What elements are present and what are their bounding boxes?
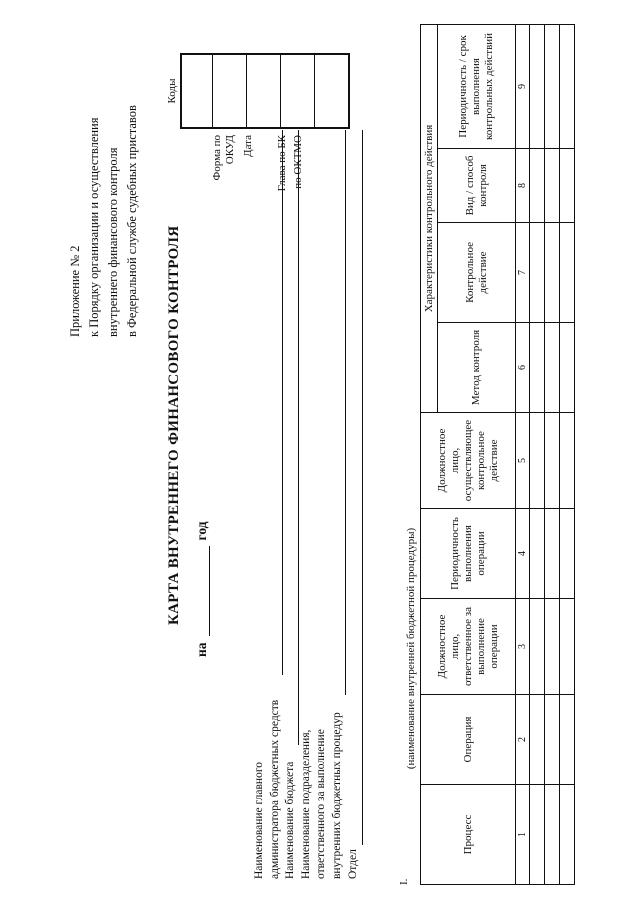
codes-header: Коды xyxy=(164,55,180,127)
col-number: 8 xyxy=(516,148,530,222)
table-cell[interactable] xyxy=(530,785,545,885)
col-header-method: Метод контроля xyxy=(438,322,516,412)
table-cell[interactable] xyxy=(545,785,560,885)
control-table-wrap xyxy=(402,25,620,885)
col-number: 4 xyxy=(516,509,530,599)
table-cell[interactable] xyxy=(560,24,575,148)
table-cell[interactable] xyxy=(560,148,575,222)
col-number: 2 xyxy=(516,695,530,785)
col-header-operation-periodicity: Периодичность выполнения операции xyxy=(421,509,516,599)
table-cell[interactable] xyxy=(545,412,560,508)
spacer xyxy=(402,24,421,412)
division-field-line xyxy=(345,130,346,695)
label-line: внутренних бюджетных процедур xyxy=(330,712,343,879)
col-header-deadline: Периодичность / срок выполнения контрольных действий xyxy=(438,24,516,148)
form-label: Форма по xyxy=(211,135,223,181)
control-group-header: Характеристики контрольного действия xyxy=(421,24,438,412)
appendix-line: Приложение № 2 xyxy=(68,245,82,337)
table-cell[interactable] xyxy=(545,322,560,412)
code-cell-okud xyxy=(212,55,213,127)
year-blank-field xyxy=(197,546,210,636)
col-header-control-officer: Должностное лицо, осуществляющее контрольное действие xyxy=(421,412,516,508)
control-table xyxy=(402,24,575,885)
col-number: 5 xyxy=(516,412,530,508)
oktmo-label: по ОКТМО xyxy=(292,135,304,189)
department-field-line xyxy=(362,130,363,845)
codes-box xyxy=(166,53,350,129)
label-line: Наименование главного xyxy=(253,761,265,879)
table-cell[interactable] xyxy=(560,599,575,695)
table-cell[interactable] xyxy=(545,599,560,695)
col-header-type: Вид / способ контроля xyxy=(438,148,516,222)
table-cell[interactable] xyxy=(530,509,545,599)
appendix-block xyxy=(66,17,142,337)
table-cell[interactable] xyxy=(545,24,560,148)
code-cell-oktmo xyxy=(314,55,315,127)
date-label: Дата xyxy=(242,135,254,157)
col-number: 1 xyxy=(516,785,530,885)
col-number: 3 xyxy=(516,599,530,695)
table-cell[interactable] xyxy=(560,785,575,885)
col-header-action: Контрольное действие xyxy=(438,222,516,322)
table-cell[interactable] xyxy=(545,695,560,785)
label-line: администратора бюджетных средств xyxy=(268,699,281,879)
col-header-operation: Операция xyxy=(421,695,516,785)
document-title: КАРТА ВНУТРЕННЕГО ФИНАНСОВОГО КОНТРОЛЯ xyxy=(166,225,182,625)
okud-label: ОКУД xyxy=(224,135,236,165)
table-cell[interactable] xyxy=(545,222,560,322)
table-cell[interactable] xyxy=(560,222,575,322)
procedure-caption: (наименование внутренней бюджетной процедуры) xyxy=(402,412,421,884)
year-suffix: год xyxy=(194,521,209,541)
appendix-line: в Федеральной службе судебных приставов xyxy=(125,105,139,337)
code-cell-glava xyxy=(280,55,281,127)
appendix-line: к Порядку организации и осуществления xyxy=(87,117,101,337)
table-cell[interactable] xyxy=(560,322,575,412)
table-cell[interactable] xyxy=(530,148,545,222)
table-cell[interactable] xyxy=(560,695,575,785)
table-row xyxy=(545,24,560,884)
glava-label: Глава по БК xyxy=(276,135,288,192)
col-number: 9 xyxy=(516,24,530,148)
code-cell-date xyxy=(246,55,247,127)
label-line: ответственного за выполнение xyxy=(315,729,328,879)
table-row xyxy=(530,24,545,884)
section-number: I. xyxy=(398,878,410,885)
label-line: Наименование бюджета xyxy=(284,761,297,879)
year-line xyxy=(194,237,210,657)
table-cell[interactable] xyxy=(560,412,575,508)
table-cell[interactable] xyxy=(560,509,575,599)
appendix-line: внутреннего финансового контроля xyxy=(106,147,120,337)
table-row xyxy=(560,24,575,884)
table-cell[interactable] xyxy=(530,695,545,785)
table-cell[interactable] xyxy=(545,509,560,599)
table-cell[interactable] xyxy=(530,322,545,412)
header-labels xyxy=(252,700,361,879)
table-cell[interactable] xyxy=(530,599,545,695)
col-number: 7 xyxy=(516,222,530,322)
col-number: 6 xyxy=(516,322,530,412)
year-prefix: на xyxy=(194,642,209,657)
label-line: Наименование подразделения, xyxy=(299,729,312,879)
label-line: Отдел xyxy=(346,849,359,879)
table-cell[interactable] xyxy=(530,412,545,508)
table-cell[interactable] xyxy=(545,148,560,222)
col-header-process: Процесс xyxy=(421,785,516,885)
table-cell[interactable] xyxy=(530,24,545,148)
table-cell[interactable] xyxy=(530,222,545,322)
col-header-operation-officer: Должностное лицо, ответственное за выполнение операции xyxy=(421,599,516,695)
